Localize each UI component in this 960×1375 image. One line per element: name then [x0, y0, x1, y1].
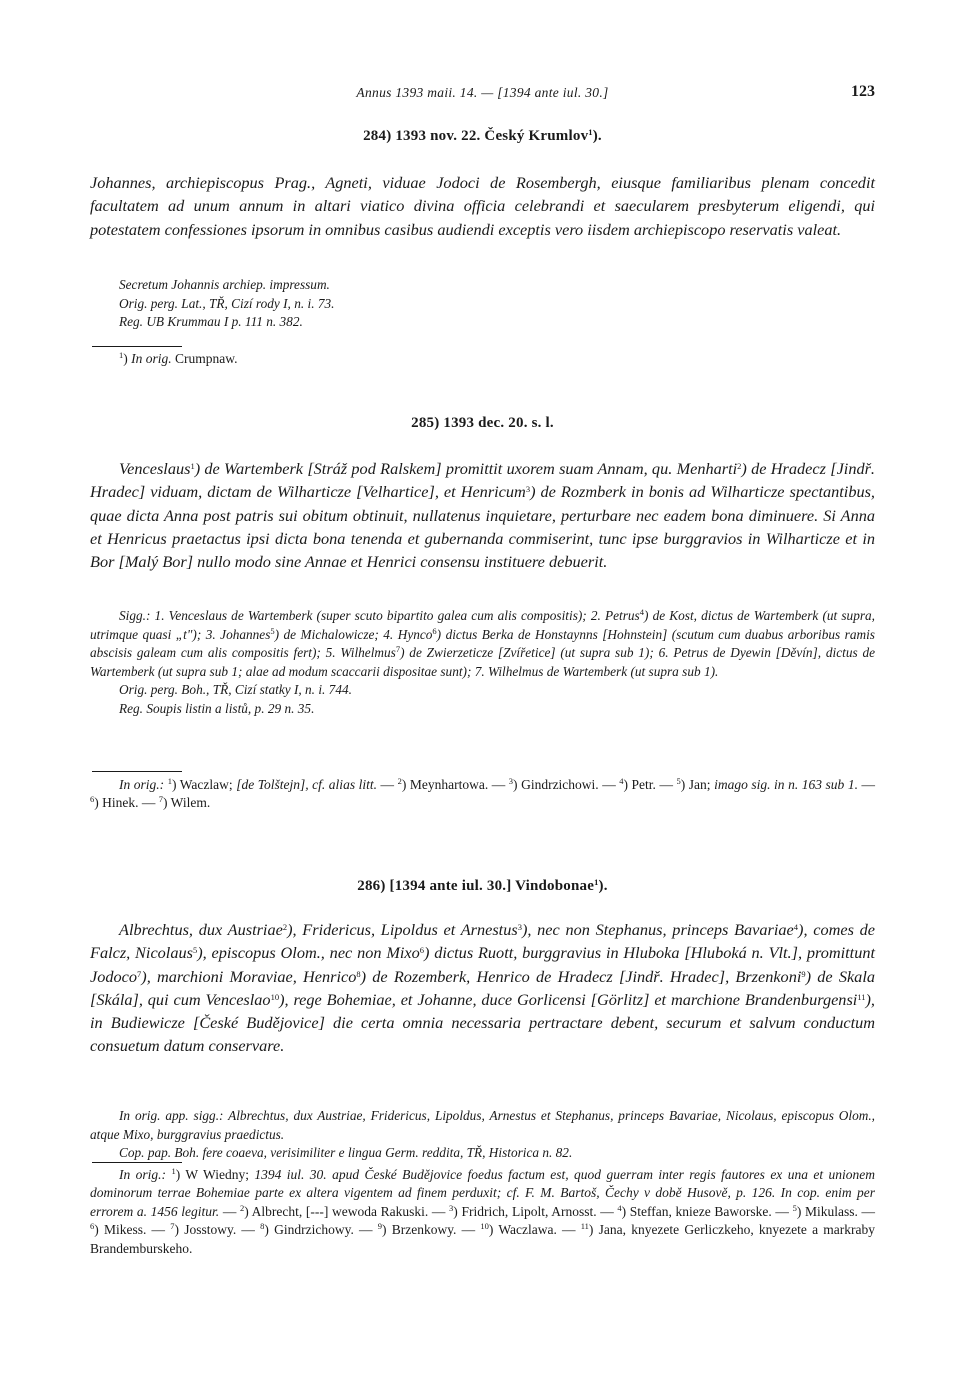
entry-285-title	[90, 415, 875, 432]
footnote-text: Josstowy. —	[179, 1222, 261, 1238]
footnote-text: Hinek. —	[98, 795, 159, 811]
footnote-text: W Wiedny;	[180, 1167, 255, 1182]
footnote-label: In orig.:	[119, 1167, 167, 1182]
footnote-mark: 1	[171, 1166, 176, 1176]
footnote-mark: 5	[676, 776, 681, 786]
entry-285-sigg: Sigg.: 1. Venceslaus de Wartemberk (super scuto bipartito galea cum alis compositis); 2. Petrus$^4$) de Kost, dictus de Wartemberk (ut supra, utrimque quasi „t"); 3. Johannes$^5$) de Michalowicze; 4. Hynco$^6$) dictus Berka de Honstaynns [Hohnstein] (scutum cum duabus arboribus ramis abscisis galeam cum alis compositis fert); 5. Wilhelmus$^7$) de Zwierzeticze [Zvířetice] (ut supra sub 1); 6. Petrus de Dyewin [Děvín], dictus de Wartemberk (ut supra sub 1; alae ad modum scaccarii dispositae sunt); 7. Wilhelmus de Wartemberk (ut supra sub 1). Orig. perg. Boh., TŘ, Cizí statky I, n. i. 744. Reg. Soupis listin a listů, p. 29 n. 35.	[90, 607, 875, 719]
regest-text: , comes de Falcz, Nicolaus	[90, 920, 876, 963]
regest-text: de Skala [Skála], qui cum Venceslao	[90, 966, 875, 1009]
footnote-mark: 10	[480, 1221, 489, 1232]
footnote-mark: 11	[857, 991, 866, 1002]
entry-285-footnote-rule	[90, 771, 875, 772]
page-header	[90, 85, 875, 105]
footnote-mark: 1	[167, 776, 172, 786]
footnote-text: Waczlaw;	[176, 777, 237, 792]
regest-text: dictus Ruott, burggravius in Hluboka [Hluboká n. Vlt.], promittunt Jodoco	[90, 943, 875, 986]
footnote-mark: 5	[792, 1202, 797, 1213]
footnote-text: Albrecht, [---] wewoda Rakuski. —	[248, 1203, 450, 1219]
entry-title-text: 285) 1393 dec. 20. s. l.	[411, 415, 554, 431]
footnote-label: In orig.	[131, 351, 172, 366]
entry-286-title: 286) [1394 ante iul. 30.] Vindobonae$^1$).	[357, 877, 608, 894]
footnote-mark: 7	[158, 794, 163, 805]
regest-text: de Wartemberk [Stráž pod Ralskem] promittit uxorem suam Annam, qu. Menharti	[200, 459, 738, 478]
entry-285-regest: Venceslaus$^1$) de Wartemberk [Stráž pod Ralskem] promittit uxorem suam Annam, qu. Menharti$^2$) de Hradecz [Jindř. Hradec] viduam, dictam de Wilharticze [Velhartice], et Henricum$^3$) de Rozmberk in bonis ad Wilharticze spectantibus, quae dicta Anna post patris sui obitum obtinuit, nullatenus inquietare, perturbare nec eadem bona diminuere. Si Anna et Henricus praetactus ipsi dicta bona tenenda et gubernanda commiserint, tunc ipse burggravios in Wilharticze et in Bor [Malý Bor] nullo modo sine Annae et Henrici consensu instituere debuerit.	[90, 459, 876, 572]
entry-284-notes	[90, 276, 875, 332]
footnote-text: Gindrzichowy. —	[268, 1222, 378, 1238]
regest-text: , in Budiewicze [České Budějovice] die certa omnia necessaria pertractare debent, securum et salvum conductum consuetum datum conservare.	[90, 989, 875, 1056]
note-line: Secretum Johannis archiep. impressum.	[119, 277, 330, 292]
footnote-mark: 4	[619, 776, 624, 786]
footnote-text: Fridrich, Lipolt, Arnosst. —	[457, 1203, 618, 1219]
footnote-mark: 6	[90, 1221, 95, 1232]
footnote-mark: 9	[377, 1221, 382, 1232]
footnote-text: Waczlawa. —	[493, 1222, 581, 1238]
footnote-mark: 9	[801, 968, 806, 979]
footnote-mark: 4	[617, 1202, 622, 1213]
footnote-mark: 8	[356, 968, 361, 979]
note-line: Reg. UB Krummau I p. 111 n. 382.	[119, 314, 303, 330]
footnote-mark: 6	[419, 945, 425, 956]
footnote-text: Meynhartowa. —	[406, 777, 509, 792]
sigg-text: dictus Berka de Honstaynns [Hohnstein] (scutum cum duabus arboribus ramis abscisis galeam cum alis compositis fert); 5. Wilhelmus	[90, 626, 875, 661]
footnote-mark: 5	[192, 945, 198, 956]
footnote-text: Gindrzichowi. —	[517, 777, 616, 792]
footnote-mark: 3	[508, 776, 514, 786]
footnote-mark: 2	[737, 461, 742, 471]
sigg-text: de Zwierzeticze [Zvířetice] (ut supra sub 1); 6. Petrus de Dyewin [Děvín], dictus de Wartemberk (ut supra sub 1; alae ad modum scaccarii dispositae sunt); 7. Wilhelmus de Wartemberk (ut supra sub 1).	[90, 645, 875, 679]
footnote-mark: 11	[580, 1221, 589, 1232]
entry-title-text: 286) [1394 ante iul. 30.] Vindobonae	[357, 878, 595, 894]
footnote-mark: 1	[594, 877, 599, 887]
footnote-mark: 5	[270, 625, 275, 636]
footnote-text: Mikess. —	[98, 1222, 171, 1238]
note-sigg: In orig. app. sigg.: Albrechtus, dux Austriae, Fridericus, Lipoldus, Arnestus et Stephanus, princeps Bavariae, Nicolaus, episcopus Olom., atque Mixo, burggravius praedictus.	[90, 1108, 875, 1142]
footnote-text: Wilem.	[167, 795, 211, 811]
regest-text: Albrechtus, dux Austriae	[119, 920, 283, 939]
entry-286-regest: Albrechtus, dux Austriae$^2$), Fridericus, Lipoldus et Arnestus$^3$), nec non Stephanus, princeps Bavariae$^4$), comes de Falcz, Nicolaus$^5$), episcopus Olom., nec non Mixo$^6$) dictus Ruott, burggravius in Hluboka [Hluboká n. Vlt.], promittunt Jodoco$^7$), marchioni Moraviae, Henrico$^8$) de Rozemberk, Henrico de Hradecz [Jindř. Hradec], Brzenkoni$^9$) de Skala [Skála], qui cum Venceslao$^{10}$), rege Bohemiae, et Johanne, duce Gorlicensi [Görlitz] et marchione Brandenburgensi$^{11}$), in Budiewicze [České Budějovice] die certa omnia necessaria pertractare debent, securum et salvum conductum consuetum datum conservare.	[90, 920, 876, 1056]
footnote-mark: 7	[137, 968, 142, 979]
regest-text: , Fridericus, Lipoldus et Arnestus	[292, 920, 518, 939]
regest-text: de Rozmberk in bonis ad Wilharticze spectantibus, quae dicta Anna post patris sui obitum obtinuit, nullatenus inquietare, perturbare nec eadem bona diminuere. Si Anna et Henricus praetactus ipsi dicta bona tenenda et gubernanda commiserint, tunc ipse burggravios in Wilharticze et in Bor [Malý Bor] nullo modo sine Annae et Henrici consensu instituere debuerit.	[90, 482, 876, 572]
footnote-text: Jana, knyezete Gerliczkeho, knyezete a markraby Brandemburskeho.	[90, 1222, 876, 1256]
entry-286-footnote: In orig.: $^1$) W Wiedny; 1394 iul. 30. apud České Budějovice foedus factum est, quod guerram inter regis fautores ex una et unionem dominorum terrae Bohemiae parte ex altera vigentem ad finem perduxit; cf. F. M. Bartoš, Čechy v době Husově, p. 126. In cop. enim per errorem a. 1456 legitur. — $^2$) Albrecht, [---] wewoda Rakuski. — $^3$) Fridrich, Lipolt, Arnosst. — $^4$) Steffan, knieze Baworske. — $^5$) Mikulass. — $^6$) Mikess. — $^7$) Josstowy. — $^8$) Gindrzichowy. — $^9$) Brzenkowy. — $^{10}$) Waczlawa. — $^{11}$) Jana, knyezete Gerliczkeho, knyezete a markraby Brandemburskeho.	[90, 1166, 876, 1256]
regest-text: , episcopus Olom., nec non Mixo	[202, 943, 420, 963]
sigg-text: Sigg.: 1. Venceslaus de Wartemberk (super scuto bipartito galea cum alis compositis); 2. Petrus	[119, 608, 640, 623]
note-cop: Cop. pap. Boh. fere coaeva, verisimiliter e lingua Germ. reddita, TŘ, Historica n. 82.	[119, 1145, 573, 1161]
regest-text: , nec non Stephanus, princeps Bavariae	[527, 920, 794, 939]
footnote-mark: 2	[397, 776, 402, 786]
footnote-mark: 3	[449, 1202, 454, 1213]
regest-text: de Hradecz [Jindř. Hradec] viduam, dictam de Wilharticze [Velhartice], et Henricum	[90, 459, 876, 502]
footnote-text: Steffan, knieze Baworske. —	[626, 1203, 793, 1219]
footnote-text: Mikulass. —	[801, 1203, 876, 1219]
entry-285-footnote: In orig.: $^1$) Waczlaw; [de Tolštejn], cf. alias litt. — $^2$) Meynhartowa. — $^3$) Gindrzichowi. — $^4$) Petr. — $^5$) Jan; imago sig. in n. 163 sub 1. — $^6$) Hinek. — $^7$) Wilem.	[90, 776, 876, 811]
footnote-mark: 1	[119, 350, 124, 360]
footnote-text: 1394 iul. 30. apud České Budějovice foedus factum est, quod guerram inter regis fautores ex una et unionem dominorum terrae Bohemiae parte ex altera vigentem ad finem perduxit; cf. F. M. Bartoš, Čechy v době Husově, p. 126. In cop. enim per errorem a. 1456 legitur.	[90, 1167, 875, 1219]
footnote-text: —	[219, 1203, 240, 1219]
footnote-mark: 10	[270, 991, 280, 1002]
footnote-text: imago sig. in n. 163 sub 1.	[714, 777, 858, 792]
footnote-label: In orig.:	[119, 777, 165, 792]
note-line: Orig. perg. Lat., TŘ, Cizí rody I, n. i. 73.	[119, 295, 335, 311]
entry-284-footnote-rule	[90, 346, 875, 347]
footnote-mark: 2	[282, 922, 288, 932]
regest-text: Venceslaus	[119, 459, 191, 478]
footnote-mark: 2	[239, 1202, 245, 1213]
footnote-mark: 3	[525, 484, 531, 495]
page-number: 123	[851, 83, 875, 100]
footnote-mark: 4	[639, 607, 644, 617]
entry-286-notes	[90, 1107, 875, 1163]
entry-title-text: 284) 1393 nov. 22. Český Krumlov	[363, 128, 589, 144]
note-line: Orig. perg. Boh., TŘ, Cizí statky I, n. i. 744.	[119, 682, 352, 698]
footnote-mark: 7	[395, 644, 401, 655]
sigg-text: de Kost, dictus de Wartemberk (ut supra, utrimque quasi „t"); 3. Johannes	[90, 608, 875, 642]
regest-text: , rege Bohemiae, et Johanne, duce Gorlicensi [Görlitz] et marchione Brandenburgensi	[284, 989, 858, 1009]
footnote-mark: 1	[190, 461, 195, 471]
footnote-mark: 1	[588, 127, 593, 137]
entry-284-footnote: $^1$) In orig. Crumpnaw.	[119, 350, 238, 366]
footnote-mark: 7	[170, 1221, 175, 1232]
note-line: Reg. Soupis listin a listů, p. 29 n. 35.	[119, 700, 315, 716]
footnote-text: [de Tolštejn], cf. alias litt.	[236, 777, 377, 792]
regest-text: , marchioni Moraviae, Henrico	[146, 966, 357, 986]
entry-286-footnote-rule	[90, 1162, 875, 1163]
entry-284-title: 284) 1393 nov. 22. Český Krumlov$^1$).	[363, 127, 602, 144]
footnote-mark: 6	[432, 625, 437, 636]
footnote-mark: 6	[90, 794, 95, 805]
sigg-text: de Michalowicze; 4. Hynco	[279, 626, 433, 642]
footnote-text: Jan;	[685, 777, 715, 792]
footnote-text: Petr. —	[628, 777, 677, 792]
entry-284-regest: Johannes, archiepiscopus Prag., Agneti, viduae Jodoci de Rosembergh, eiusque familiaribus plenam concedit facultatem ad unum annum in altari viatico divina officia celebrandi et saecularem presbyterum eligendi, qui potestatem confessiones ipsorum in omnibus casibus audiendi exceptis vero iisdem archiepiscopo reservatis valeat.	[90, 173, 875, 239]
regest-text: de Rozemberk, Henrico de Hradecz [Jindř. Hradec], Brzenkoni	[366, 966, 802, 986]
footnote-mark: 3	[517, 922, 522, 932]
footnote-text: Brzenkowy. —	[386, 1222, 481, 1238]
footnote-mark: 4	[793, 922, 799, 932]
footnote-text: Crumpnaw.	[175, 351, 238, 366]
footnote-mark: 8	[260, 1221, 265, 1232]
running-head: Annus 1393 maii. 14. — [1394 ante iul. 30.]	[356, 85, 609, 100]
